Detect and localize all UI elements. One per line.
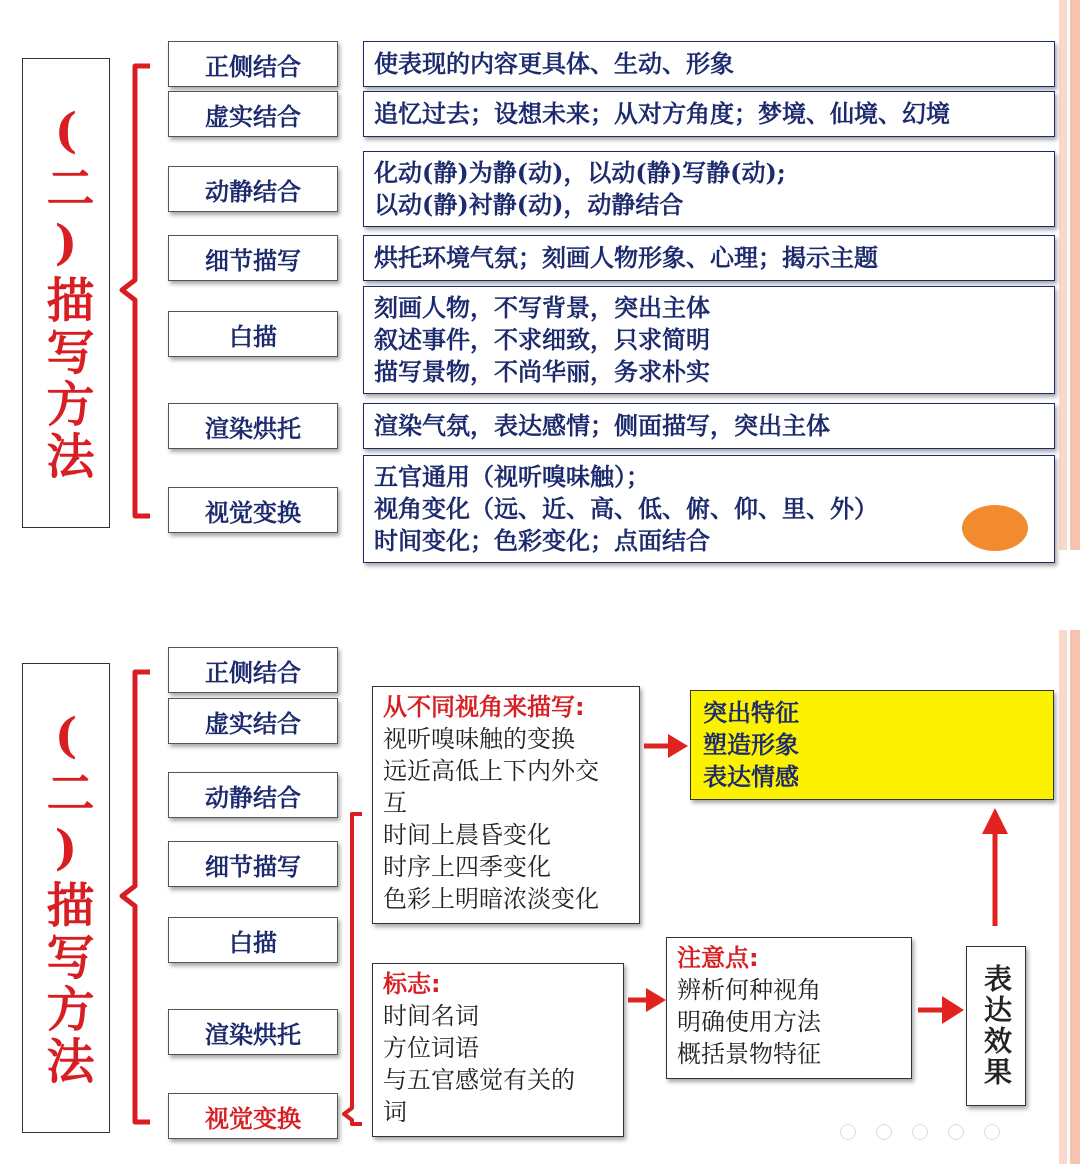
perspective-line: 视听嗅味触的变换 (383, 725, 575, 753)
panel2-method-2: 虚实结合 (168, 698, 338, 744)
panel2-method-3: 动静结合 (168, 772, 338, 818)
perspective-line: 互 (383, 789, 407, 817)
desc-line: 刻画人物，不写背景，突出主体 (374, 293, 710, 322)
perspective-line: 色彩上明暗浓淡变化 (383, 885, 599, 913)
panel2-method-6: 渲染烘托 (168, 1009, 338, 1055)
panel1-method-1: 正侧结合 (168, 41, 338, 87)
panel2-method-4: 细节描写 (168, 841, 338, 887)
inner-bracket (344, 814, 362, 1124)
perspective-line: 远近高低上下内外交 (383, 757, 599, 785)
desc-line: 五官通用（视听嗅味触）； (374, 462, 650, 491)
signs-heading: 标志: (383, 970, 441, 998)
panel2-title: (二)描写方法 (38, 708, 94, 1088)
desc-line: 追忆过去；设想未来；从对方角度；梦境、仙境、幻境 (374, 99, 950, 128)
panel1-method-2: 虚实结合 (168, 91, 338, 137)
signs-line: 时间名词 (383, 1002, 479, 1030)
panel1-method-3: 动静结合 (168, 166, 338, 212)
desc-line: 以动(静)衬静(动)，动静结合 (374, 190, 684, 219)
desc-line: 渲染气氛，表达感情；侧面描写，突出主体 (374, 411, 830, 440)
panel1-method-5: 白描 (168, 311, 338, 357)
arrow-up-to-effects (982, 808, 1008, 926)
arrow-to-notes (628, 988, 666, 1012)
arrow-to-effects (644, 734, 688, 758)
panel2-method-5: 白描 (168, 917, 338, 963)
desc-line: 叙述事件，不求细致，只求简明 (374, 325, 710, 354)
desc-line: 使表现的内容更具体、生动、形象 (374, 49, 734, 78)
notes-line: 辨析何种视角 (677, 976, 821, 1004)
effect-line: 塑造形象 (703, 731, 799, 759)
notes-heading: 注意点: (677, 944, 759, 972)
desc-line: 化动(静)为静(动)，以动(静)写静(动); (374, 158, 786, 187)
panel1-title: (二)描写方法 (38, 103, 94, 483)
perspective-heading: 从不同视角来描写: (383, 693, 585, 721)
panel1-method-6: 渲染烘托 (168, 403, 338, 449)
panel1-method-4: 细节描写 (168, 235, 338, 281)
panel1-method-7: 视觉变换 (168, 487, 338, 533)
signs-line: 方位词语 (383, 1034, 479, 1062)
panel2-method-1: 正侧结合 (168, 647, 338, 693)
signs-line: 词 (383, 1098, 407, 1126)
notes-line: 概括景物特征 (677, 1040, 821, 1068)
desc-line: 视角变化（远、近、高、低、俯、仰、里、外） (374, 494, 878, 523)
signs-line: 与五官感觉有关的 (383, 1066, 575, 1094)
effect-line: 表达情感 (703, 763, 799, 791)
notes-line: 明确使用方法 (677, 1008, 821, 1036)
desc-line: 时间变化；色彩变化；点面结合 (374, 526, 710, 555)
desc-line: 描写景物，不尚华丽，务求朴实 (374, 357, 710, 386)
arrow-to-expression (918, 996, 964, 1024)
panel1-bracket (122, 66, 150, 516)
effect-line: 突出特征 (703, 699, 799, 727)
desc-line: 烘托环境气氛；刻画人物形象、心理；揭示主题 (374, 243, 878, 272)
panel2-method-7: 视觉变换 (168, 1093, 338, 1139)
perspective-line: 时间上晨昏变化 (383, 821, 551, 849)
panel2-bracket (122, 672, 150, 1122)
expression-effect-label: 表达效果 (980, 964, 1013, 1088)
perspective-line: 时序上四季变化 (383, 853, 551, 881)
